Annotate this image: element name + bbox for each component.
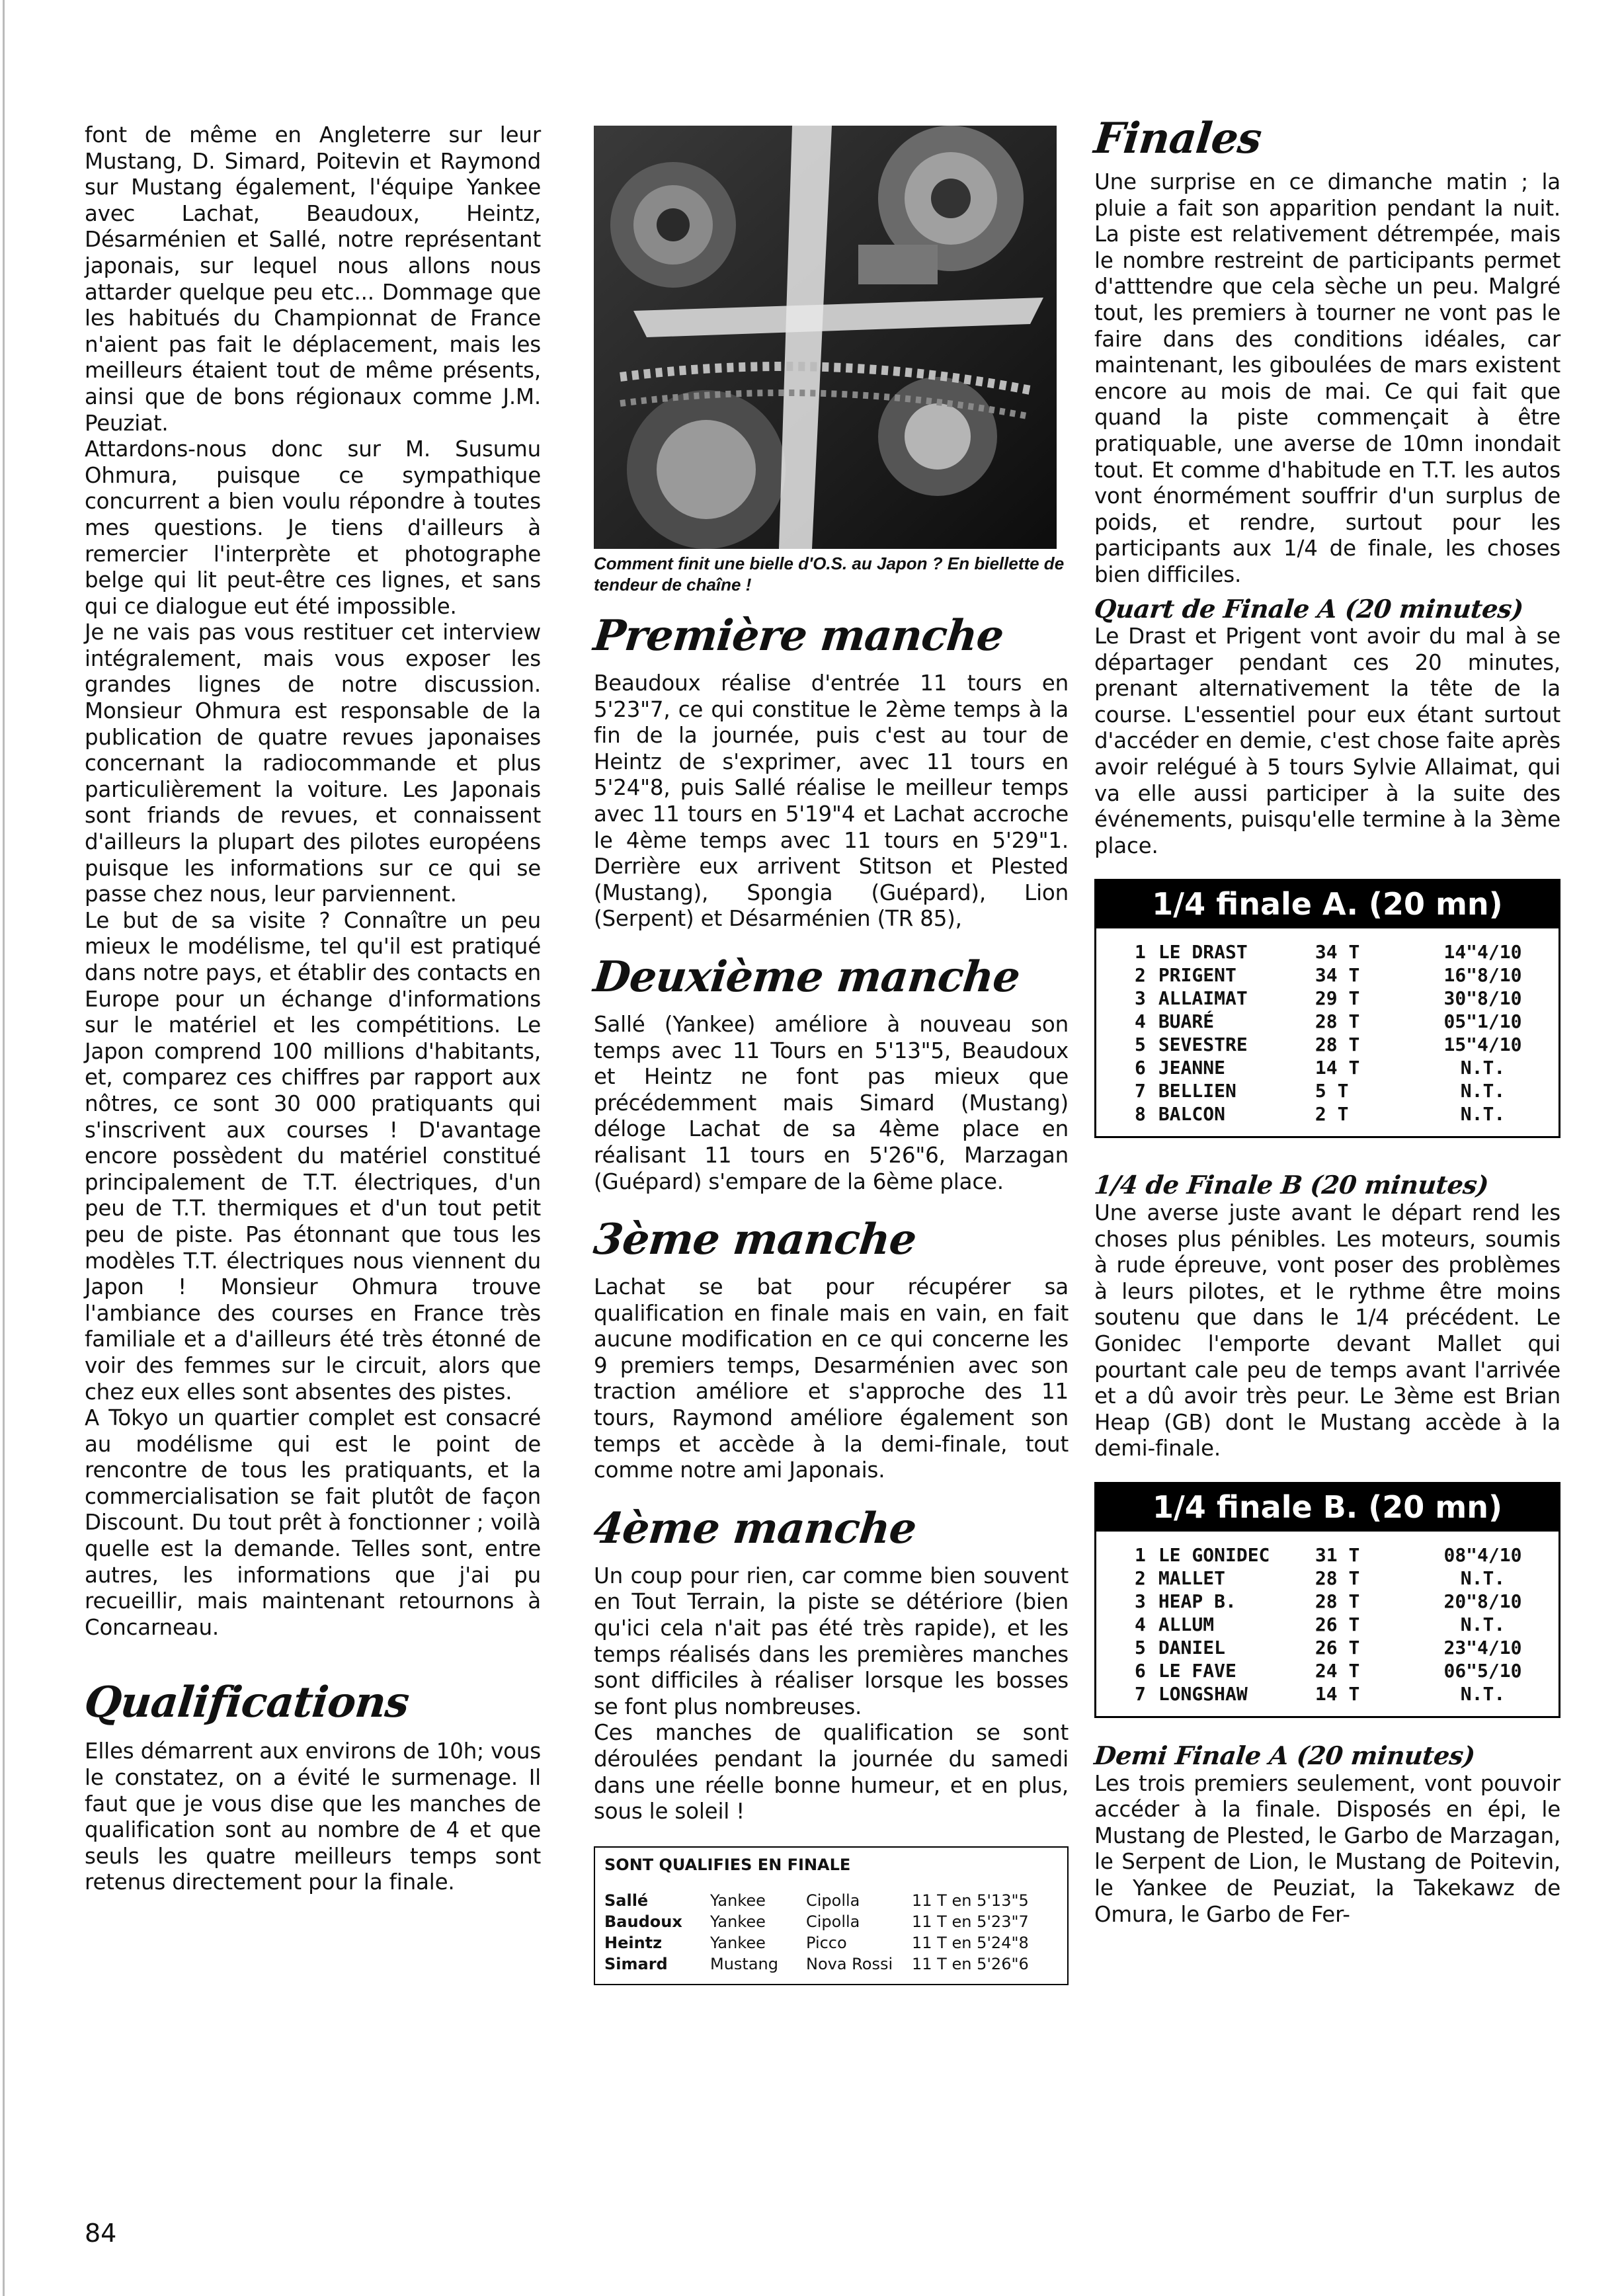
column-3 xyxy=(1092,114,1560,1928)
section-heading-deuxieme-manche: Deuxième manche xyxy=(591,952,1022,1002)
laps: 34 T xyxy=(1315,964,1360,987)
position: 7 xyxy=(1135,1080,1146,1102)
chassis: Yankee xyxy=(710,1891,766,1910)
body-paragraph: Les trois premiers seulement, vont pouvoir accéder à la finale. Disposés en épi, le Mustang de Plested, le Garbo de Marzagan, le Serpent de Lion, le Mustang de Poitevin, le Yankee de Peuziat, la Takekawz de Omura, le Garbo de Fer- xyxy=(1094,1770,1560,1927)
table-row xyxy=(1135,1659,1559,1682)
engine-photo xyxy=(594,126,1057,549)
driver-name: LONGSHAW xyxy=(1158,1682,1248,1705)
table-row xyxy=(604,1911,1035,1932)
driver-name: Simard xyxy=(604,1954,668,1973)
page-number: 84 xyxy=(85,2219,117,2248)
table-row xyxy=(1135,940,1559,964)
page-edge-line xyxy=(3,0,5,2296)
position: 1 xyxy=(1135,941,1146,964)
laps: 24 T xyxy=(1315,1659,1360,1682)
table-row xyxy=(604,1953,1035,1975)
driver-name: JEANNE xyxy=(1158,1057,1225,1079)
body-paragraph: Une averse juste avant le départ rend les choses plus pénibles. Les moteurs, soumis à rude épreuve, vont poser des problèmes à leurs pilotes, et le rythme être moins soutenu que dans le 1/4 précédent. Le Gonidec l'emporte devant Mallet qui pourtant cale peu de temps avant l'arrivée et a dû avoir très peur. Le 3ème est Brian Heap (GB) dont le Mustang accède à la demi-finale. xyxy=(1094,1200,1560,1461)
results-table-quart-b xyxy=(1094,1482,1560,1718)
time: 16"8/10 xyxy=(1443,964,1522,987)
position: 5 xyxy=(1135,1034,1146,1056)
table-row xyxy=(604,1932,1035,1953)
table-row xyxy=(1135,1102,1559,1126)
position: 8 xyxy=(1135,1103,1146,1126)
driver-name: LE DRAST xyxy=(1158,941,1248,964)
table-row xyxy=(1135,1033,1559,1056)
time: 23"4/10 xyxy=(1443,1636,1522,1659)
body-paragraph: Beaudoux réalise d'entrée 11 tours en 5'23"7, ce qui constitue le 2ème temps à la fin de la journée, puis c'est au tour de Heintz de s'exprimer, avec 11 tours en 5'24"8, puis Sallé réalise le meilleur temps avec 11 tours en 5'19"4 et Lachat accroche le 4ème temps avec 11 tours en 5'29"1. Derrière eux arrivent Stitson et Plested (Mustang), Spongia (Guépard), Lion (Serpent) et Désarménien (TR 85), xyxy=(594,671,1069,932)
laps: 28 T xyxy=(1315,1010,1360,1033)
engine: Picco xyxy=(806,1933,847,1952)
table-row xyxy=(1135,1056,1559,1079)
laps: 28 T xyxy=(1315,1567,1360,1589)
time: 20"8/10 xyxy=(1443,1590,1522,1612)
time: 06"5/10 xyxy=(1443,1659,1522,1682)
column-2 xyxy=(591,126,1069,1985)
position: 7 xyxy=(1135,1682,1146,1705)
body-paragraph: Je ne vais pas vous restituer cet interview intégralement, mais vous exposer les grandes lignes de notre discussion. Monsieur Ohmura est responsable de la publication de quatre revues japonaises concernant la radiocommande et plus particulièrement la voiture. Les Japonais sont friands de revues, et connaissent d'ailleurs la plupart des pilotes européens puisque les informations sur ce qui se passe chez nous, leur parviennent. xyxy=(85,620,541,907)
body-paragraph: Attardons-nous donc sur M. Susumu Ohmura, puisque ce sympathique concurrent a bien voulu répondre à toutes mes questions. Je tiens d'ailleurs à remercier l'interprète et photographe belge qui lit peut-être ces lignes, et sans qui ce dialogue eut été impossible. xyxy=(85,436,541,619)
driver-name: DANIEL xyxy=(1158,1636,1225,1659)
table-row xyxy=(1135,1636,1559,1659)
position: 5 xyxy=(1135,1636,1146,1659)
position: 1 xyxy=(1135,1543,1146,1566)
time: 15"4/10 xyxy=(1443,1034,1522,1056)
time: N.T. xyxy=(1460,1057,1506,1079)
table-row xyxy=(1135,987,1559,1010)
table-row xyxy=(1135,1682,1559,1705)
time: 08"4/10 xyxy=(1443,1543,1522,1566)
table-row xyxy=(1135,1590,1559,1613)
laps: 28 T xyxy=(1315,1034,1360,1056)
driver-name: LE FAVE xyxy=(1158,1659,1236,1682)
result: 11 T en 5'26"6 xyxy=(912,1954,1029,1973)
laps: 26 T xyxy=(1315,1636,1360,1659)
laps: 5 T xyxy=(1315,1080,1349,1102)
body-paragraph: Le Drast et Prigent vont avoir du mal à se départager pendant ces 20 minutes, prenant alternativement la tête de la course. L'essentiel pour eux étant surtout d'accéder en demie, c'est chose faite après avoir relégué à 5 tours Sylvie Allaimat, qui va elle aussi participer à la suite des événements, puisqu'elle termine à la 3ème place. xyxy=(1094,624,1560,858)
position: 4 xyxy=(1135,1613,1146,1635)
driver-name: ALLAIMAT xyxy=(1158,987,1248,1010)
laps: 14 T xyxy=(1315,1057,1360,1079)
section-heading-troisieme-manche: 3ème manche xyxy=(591,1215,918,1265)
section-heading-quatrieme-manche: 4ème manche xyxy=(591,1503,918,1553)
time: N.T. xyxy=(1460,1080,1506,1102)
laps: 29 T xyxy=(1315,987,1360,1010)
body-paragraph: Un coup pour rien, car comme bien souvent en Tout Terrain, la piste se détériore (bien qu'ici cela n'ait pas été très rapide), et les temps réalisés dans les premières manches sont difficiles à réaliser lorsque les bosses se font plus nombreuses. xyxy=(594,1563,1069,1719)
section-heading-premiere-manche: Première manche xyxy=(591,611,1006,661)
body-paragraph: Sallé (Yankee) améliore à nouveau son temps avec 11 Tours en 5'13"5, Beaudoux et Heintz ne font pas mieux que précédemment mais Simard (Mustang) déloge Lachat de sa 4ème place en réalisant 11 tours en 5'26"6, Marzagan (Guépard) s'empare de la 6ème place. xyxy=(594,1011,1069,1194)
table-row xyxy=(1135,1543,1559,1567)
position: 3 xyxy=(1135,987,1146,1010)
driver-name: MALLET xyxy=(1158,1567,1225,1589)
table-row xyxy=(1135,964,1559,987)
body-paragraph: Ces manches de qualification se sont déroulées pendant la journée du samedi dans une réelle bonne humeur, et en plus, sous le soleil ! xyxy=(594,1720,1069,1824)
driver-name: Sallé xyxy=(604,1891,649,1910)
laps: 28 T xyxy=(1315,1590,1360,1612)
engine-photo-image xyxy=(594,126,1057,549)
subheading-quart-finale-b: 1/4 de Finale B (20 minutes) xyxy=(1092,1170,1490,1200)
driver-name: HEAP B. xyxy=(1158,1590,1236,1612)
results-table xyxy=(1135,1543,1559,1705)
driver-name: ALLUM xyxy=(1158,1613,1215,1635)
engine: Cipolla xyxy=(806,1912,860,1931)
results-table xyxy=(1135,940,1559,1126)
position: 6 xyxy=(1135,1659,1146,1682)
driver-name: BELLIEN xyxy=(1158,1080,1236,1102)
laps: 31 T xyxy=(1315,1543,1360,1566)
table-row xyxy=(604,1890,1035,1911)
table-row xyxy=(1135,1613,1559,1636)
time: N.T. xyxy=(1460,1103,1506,1126)
driver-name: PRIGENT xyxy=(1158,964,1236,987)
driver-name: BUARÉ xyxy=(1158,1010,1215,1033)
laps: 26 T xyxy=(1315,1613,1360,1635)
laps: 2 T xyxy=(1315,1103,1349,1126)
time: 30"8/10 xyxy=(1443,987,1522,1010)
results-table-title: 1/4 finale B. (20 mn) xyxy=(1096,1484,1559,1532)
body-paragraph: Elles démarrent aux environs de 10h; vous le constatez, on a évité le surmenage. Il faut que je vous dise que les manches de qualification sont au nombre de 4 et que seuls les quatre meilleurs temps sont retenus directement pour la finale. xyxy=(85,1739,541,1895)
driver-name: Baudoux xyxy=(604,1912,682,1931)
column-1 xyxy=(82,122,541,1896)
driver-name: BALCON xyxy=(1158,1103,1225,1126)
qualified-table xyxy=(604,1890,1035,1975)
engine: Cipolla xyxy=(806,1891,860,1910)
result: 11 T en 5'13"5 xyxy=(912,1891,1029,1910)
body-paragraph: Une surprise en ce dimanche matin ; la pluie a fait son apparition pendant la nuit. La piste est relativement détrempée, mais le nombre restreint de participants permet d'atttendre que cela sèche un peu. Malgré tout, les premiers à tourner ne vont pas le faire dans des conditions idéales, car maintenant, les giboulées de mars existent encore au mois de mai. Ce qui fait que quand la piste commençait à être pratiquable, une averse de 10mn inondait tout. Et comme d'habitude en T.T. les autos vont énormément souffrir d'un surplus de poids, et rendre, surtout pour les participants aux 1/4 de finale, les choses bien difficiles. xyxy=(1094,169,1560,587)
chassis: Mustang xyxy=(710,1954,778,1973)
driver-name: Heintz xyxy=(604,1933,663,1952)
body-paragraph: font de même en Angleterre sur leur Mustang, D. Simard, Poitevin et Raymond sur Mustang également, l'équipe Yankee avec Lachat, Beaudoux, Heintz, Désarménien et Sallé, notre représentant japonais, sur lequel nous allons nous attarder quelque peu etc... Dommage que les habitués du Championnat de France n'aient pas fait le déplacement, mais les meilleurs étaient tout de même présents, ainsi que de bons régionaux comme J.M. Peuziat. xyxy=(85,122,541,436)
chassis: Yankee xyxy=(710,1933,766,1952)
position: 6 xyxy=(1135,1057,1146,1079)
engine: Nova Rossi xyxy=(806,1954,893,1973)
position: 2 xyxy=(1135,964,1146,987)
position: 2 xyxy=(1135,1567,1146,1589)
body-paragraph: Lachat se bat pour récupérer sa qualification en finale mais en vain, en fait aucune modification en ce qui concerne les 9 premiers temps, Desarménien avec son traction améliore et s'approche des 11 tours, Raymond améliore également son temps et accède à la demi-finale, tout comme notre ami Japonais. xyxy=(594,1274,1069,1483)
table-row xyxy=(1135,1010,1559,1033)
time: N.T. xyxy=(1460,1682,1506,1705)
position: 4 xyxy=(1135,1010,1146,1033)
qualified-finalists-box xyxy=(594,1846,1069,1985)
time: N.T. xyxy=(1460,1613,1506,1635)
position: 3 xyxy=(1135,1590,1146,1612)
subheading-demi-finale-a: Demi Finale A (20 minutes) xyxy=(1092,1740,1477,1770)
table-row xyxy=(1135,1079,1559,1102)
section-heading-qualifications: Qualifications xyxy=(82,1678,411,1728)
photo-caption: Comment finit une bielle d'O.S. au Japon ? En biellette de tendeur de chaîne ! xyxy=(594,554,1065,594)
qualified-box-title: SONT QUALIFIES EN FINALE xyxy=(604,1855,851,1874)
time: 05"1/10 xyxy=(1443,1010,1522,1033)
driver-name: LE GONIDEC xyxy=(1158,1543,1270,1566)
results-table-title: 1/4 finale A. (20 mn) xyxy=(1096,881,1559,928)
results-table-quart-a xyxy=(1094,879,1560,1138)
time: 14"4/10 xyxy=(1443,941,1522,964)
laps: 34 T xyxy=(1315,941,1360,964)
time: N.T. xyxy=(1460,1567,1506,1589)
result: 11 T en 5'24"8 xyxy=(912,1933,1029,1952)
table-row xyxy=(1135,1567,1559,1590)
laps: 14 T xyxy=(1315,1682,1360,1705)
result: 11 T en 5'23"7 xyxy=(912,1912,1029,1931)
subheading-quart-finale-a: Quart de Finale A (20 minutes) xyxy=(1092,593,1525,624)
section-heading-finales: Finales xyxy=(1092,114,1264,163)
body-paragraph: Le but de sa visite ? Connaître un peu mieux le modélisme, tel qu'il est pratiqué dans notre pays, et établir des contacts en Europe pour un échange d'informations sur le matériel et les compétitions. Le Japon comprend 100 millions d'habitants, et, comparez ces chiffres par rapport aux nôtres, ce sont 30 000 pratiquants qui s'inscrivent aux courses ! D'avantage encore possèdent du matériel constitué principalement de T.T. électriques, d'un peu de T.T. thermiques et d'un tout petit peu de piste. Pas étonnant que tous les modèles T.T. électriques nous viennent du Japon ! Monsieur Ohmura trouve l'ambiance des courses en France très familiale et a d'ailleurs été très étonné de voir des femmes sur le circuit, alors que chez eux elles sont absentes des pistes. xyxy=(85,907,541,1405)
chassis: Yankee xyxy=(710,1912,766,1931)
body-paragraph: A Tokyo un quartier complet est consacré au modélisme qui est le point de rencontre de tous les pratiquants, et la commercialisation se fait plutôt de façon Discount. Du tout prêt à fonctionner ; voilà quelle est la demande. Telles sont, entre autres, les informations que j'ai pu recueillir, mais maintenant retournons à Concarneau. xyxy=(85,1405,541,1640)
driver-name: SEVESTRE xyxy=(1158,1034,1248,1056)
